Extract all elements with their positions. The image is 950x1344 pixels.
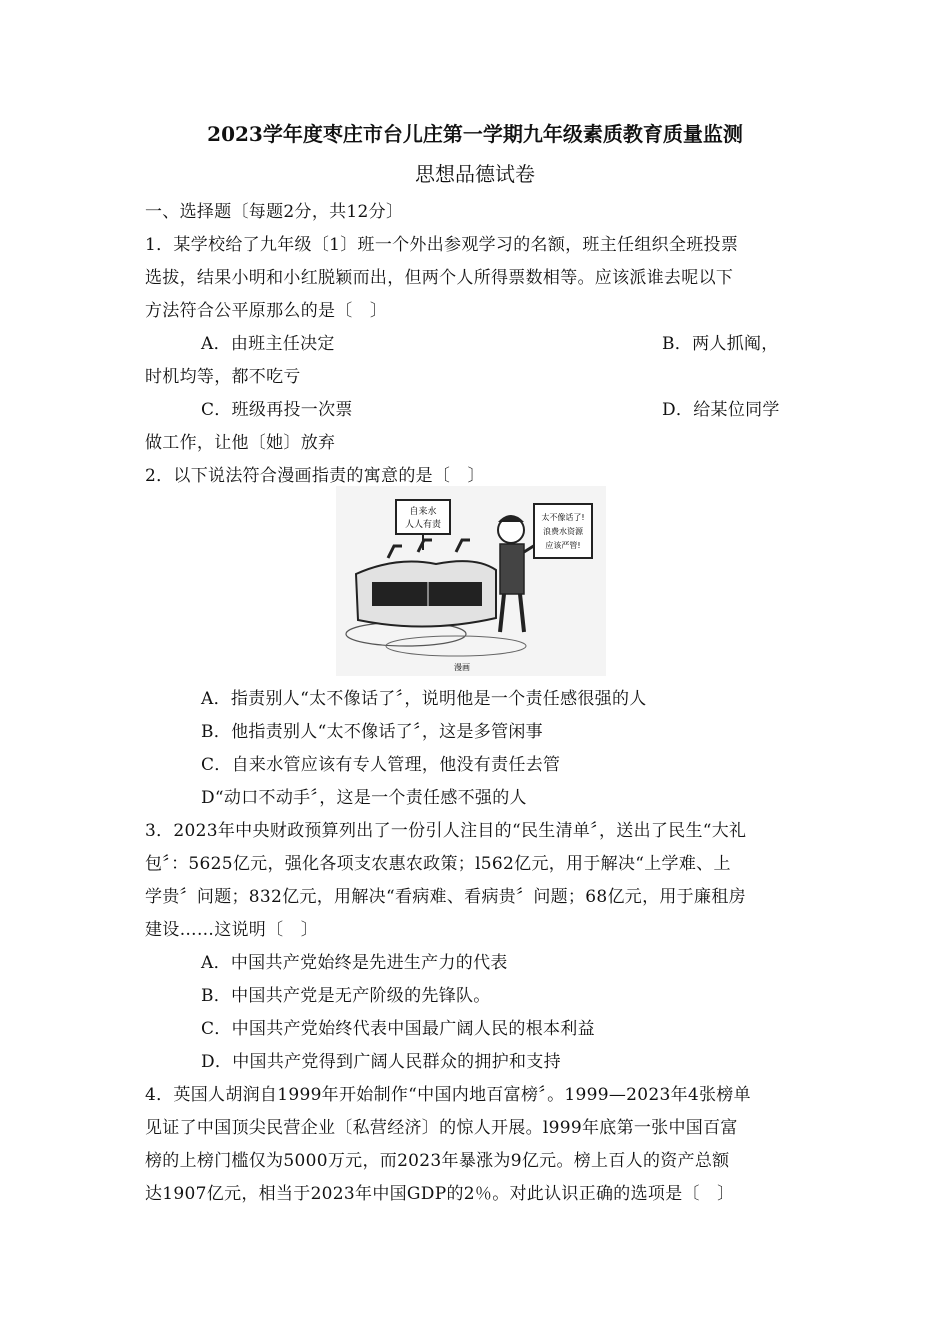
q1-option-d: D．给某位同学: [662, 400, 780, 420]
exam-title: 2023学年度枣庄市台儿庄第一学期九年级素质教育质量监测: [207, 122, 743, 146]
q1-option-d-cont: 做工作，让他〔她〕放弃: [145, 433, 336, 453]
q2-option-b: B．他指责别人“太不像话了〞，这是多管闲事: [201, 722, 543, 742]
left-sign-text-2: 人人有责: [404, 520, 442, 530]
q1-option-b-cont: 时机均等，都不吃亏: [145, 367, 301, 387]
q3-option-b: B．中国共产党是无产阶级的先锋队。: [201, 986, 491, 1006]
q3-stem-line1: 3．2023年中央财政预算列出了一份引人注目的“民生清单〞，送出了民生“大礼: [145, 821, 747, 841]
q3-option-c: C．中国共产党始终代表中国最广阔人民的根本利益: [201, 1019, 595, 1039]
q3-option-d: D．中国共产党得到广阔人民群众的拥护和支持: [201, 1052, 561, 1072]
exam-subtitle: 思想品德试卷: [415, 162, 535, 186]
q3-stem-line3: 学贵〞问题；832亿元，用解决“看病难、看病贵〞问题；68亿元，用于廉租房: [145, 887, 746, 907]
q2-stem: 2．以下说法符合漫画指责的寓意的是〔 〕: [145, 466, 485, 486]
q3-stem-line4: 建设……这说明〔 〕: [145, 920, 318, 940]
q4-stem-line4: 达1907亿元，相当于2023年中国GDP的2％。对此认识正确的选项是〔 〕: [145, 1184, 735, 1204]
q4-stem-line2: 见证了中国顶尖民营企业〔私营经济〕的惊人开展。l999年底第一张中国百富: [145, 1118, 738, 1138]
cartoon-illustration: [336, 486, 606, 676]
q4-stem-line3: 榜的上榜门槛仅为5000万元，而2023年暴涨为9亿元。榜上百人的资产总额: [145, 1151, 730, 1171]
q1-stem-line1: 1．某学校给了九年级〔1〕班一个外出参观学习的名额，班主任组织全班投票: [145, 235, 739, 255]
left-sign-text-1: 自来水: [409, 507, 437, 517]
q1-option-a: A．由班主任决定: [201, 334, 335, 354]
section-heading: 一、选择题〔每题2分，共12分〕: [145, 202, 404, 222]
q3-stem-line2: 包〞：5625亿元，强化各项支农惠农政策；l562亿元，用于解决“上学难、上: [145, 854, 731, 874]
person-body: [500, 544, 524, 594]
q4-stem-line1: 4．英国人胡润自1999年开始制作“中国内地百富榜〞。1999—2023年4张榜单: [145, 1085, 751, 1105]
right-sign-text-2: 浪费水资源: [543, 527, 583, 536]
q1-stem-line2: 选拔，结果小明和小红脱颖而出，但两个人所得票数相等。应该派谁去呢以下: [145, 268, 734, 288]
q1-stem-line3: 方法符合公平原那么的是〔 〕: [145, 301, 388, 321]
q1-option-b: B．两人抓阄，: [662, 334, 779, 354]
right-sign-text-1: 太不像话了!: [541, 513, 585, 522]
q2-option-d: D“动口不动手〞，这是一个责任感不强的人: [201, 788, 527, 808]
q1-option-c: C．班级再投一次票: [201, 400, 353, 420]
right-sign-text-3: 应该严管!: [545, 541, 581, 550]
cartoon-caption: 漫画: [454, 663, 470, 672]
q3-option-a: A．中国共产党始终是先进生产力的代表: [201, 953, 508, 973]
q2-option-a: A．指责别人“太不像话了〞，说明他是一个责任感很强的人: [201, 689, 647, 709]
q2-option-c: C．自来水管应该有专人管理，他没有责任去管: [201, 755, 561, 775]
